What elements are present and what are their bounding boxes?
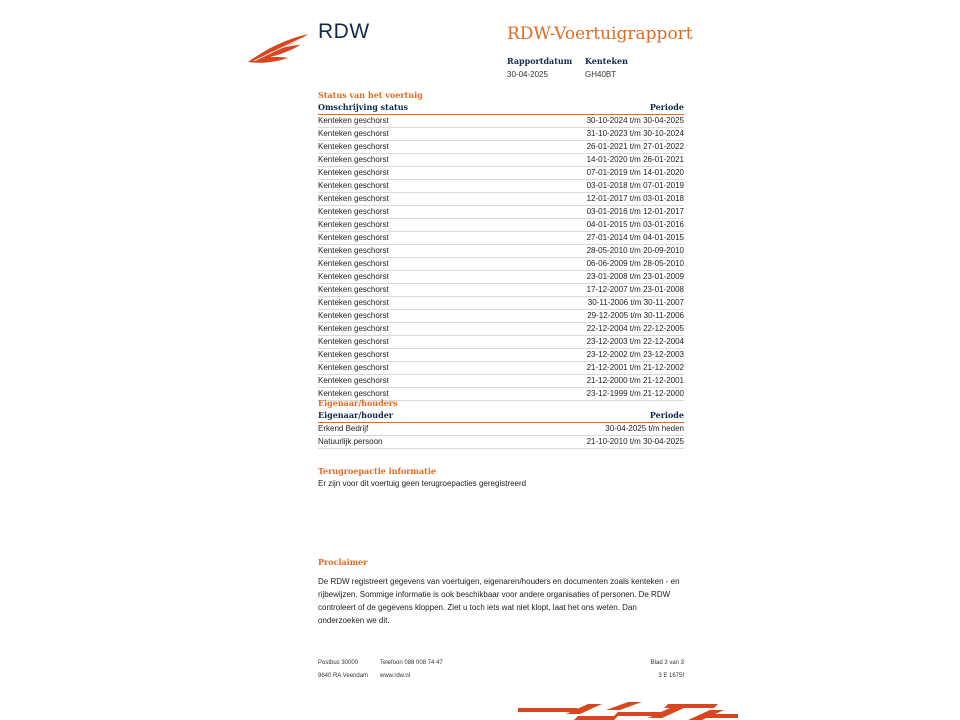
status-table-row [318,271,684,284]
status-table-row [318,193,684,206]
plate-label: Kenteken [585,56,628,66]
status-table-header [318,101,684,115]
footer-postbus: Postbus 30000 [318,660,359,666]
recall-section-title: Terugroepactie informatie [318,466,436,476]
footer-website: www.rdw.nl [380,673,411,679]
footer-phone: Telefoon 088 008 74 47 [380,660,443,666]
status-description: Kenteken geschorst [318,246,389,255]
report-date-value: 30-04-2025 [507,70,548,79]
status-table-row [318,115,684,128]
owner-section-title: Eigenaar/houders [318,398,398,408]
status-table-row [318,219,684,232]
status-table-row [318,349,684,362]
status-table-row [318,284,684,297]
status-period: 23-01-2008 t/m 23-01-2009 [586,272,684,281]
decorative-stripes-icon [518,702,738,720]
owner-period: 30-04-2025 t/m heden [605,424,684,433]
owner-table-header [318,409,684,423]
owner-type: Erkend Bedrijf [318,424,369,433]
disclaimer-text: De RDW registreert gegevens van voertuigen, eigenaren/houders en documenten zoals kenteken - en rijbewijzen. Sommige informatie is ook beschikbaar voor andere organisaties of personen. De RDW controleert of de gegevens kloppen. Ziet u toch iets wat niet klopt, laat het ons weten. Dan onderzoeken we dit. [318,577,680,625]
status-description: Kenteken geschorst [318,350,389,359]
rdw-logo-icon [248,32,310,66]
status-col-period: Periode [649,102,684,112]
status-table [318,101,684,401]
status-description: Kenteken geschorst [318,376,389,385]
owner-table-body [318,423,684,449]
status-period: 06-06-2009 t/m 28-05-2010 [586,259,684,268]
status-period: 26-01-2021 t/m 27-01-2022 [586,142,684,151]
status-description: Kenteken geschorst [318,272,389,281]
status-description: Kenteken geschorst [318,233,389,242]
status-description: Kenteken geschorst [318,389,389,398]
owner-table-row [318,423,684,436]
status-table-row [318,362,684,375]
report-title: RDW-Voertuigrapport [507,24,693,44]
status-period: 30-10-2024 t/m 30-04-2025 [586,116,684,125]
status-description: Kenteken geschorst [318,298,389,307]
footer-code: 3 E 1675f [658,673,684,679]
status-description: Kenteken geschorst [318,129,389,138]
status-table-body [318,115,684,401]
status-period: 23-12-2003 t/m 22-12-2004 [586,337,684,346]
status-table-row [318,375,684,388]
status-period: 04-01-2015 t/m 03-01-2016 [586,220,684,229]
status-table-row [318,128,684,141]
status-period: 21-12-2001 t/m 21-12-2002 [586,363,684,372]
status-period: 17-12-2007 t/m 23-01-2008 [586,285,684,294]
status-period: 03-01-2016 t/m 12-01-2017 [586,207,684,216]
status-section-title: Status van het voertuig [318,90,423,100]
recall-info-text: Er zijn voor dit voertuig geen terugroepacties geregistreerd [318,479,527,488]
owner-col-owner: Eigenaar/houder [318,410,394,420]
status-table-row [318,310,684,323]
status-table-row [318,232,684,245]
footer-page: Blad 3 van 3 [650,660,684,666]
status-description: Kenteken geschorst [318,363,389,372]
status-description: Kenteken geschorst [318,207,389,216]
status-table-row [318,167,684,180]
status-table-row [318,154,684,167]
disclaimer-section-title: Proclaimer [318,557,368,567]
status-table-row [318,336,684,349]
status-description: Kenteken geschorst [318,194,389,203]
status-table-row [318,323,684,336]
status-period: 12-01-2017 t/m 03-01-2018 [586,194,684,203]
footer-address: 9640 RA Veendam [318,673,369,679]
status-description: Kenteken geschorst [318,259,389,268]
status-table-row [318,245,684,258]
owner-table-row [318,436,684,449]
owner-type: Natuurlijk persoon [318,437,383,446]
owner-table [318,409,684,449]
status-table-row [318,258,684,271]
status-description: Kenteken geschorst [318,142,389,151]
status-period: 21-12-2000 t/m 21-12-2001 [586,376,684,385]
status-description: Kenteken geschorst [318,116,389,125]
report-date-block [507,56,572,79]
status-period: 22-12-2004 t/m 22-12-2005 [586,324,684,333]
plate-value: GH40BT [585,70,617,79]
status-period: 23-12-2002 t/m 23-12-2003 [586,350,684,359]
status-period: 23-12-1999 t/m 21-12-2000 [586,389,684,398]
report-date-label: Rapportdatum [507,56,573,66]
status-table-row [318,141,684,154]
status-description: Kenteken geschorst [318,181,389,190]
status-description: Kenteken geschorst [318,168,389,177]
status-description: Kenteken geschorst [318,220,389,229]
status-period: 07-01-2019 t/m 14-01-2020 [586,168,684,177]
status-description: Kenteken geschorst [318,337,389,346]
status-table-row [318,206,684,219]
status-period: 31-10-2023 t/m 30-10-2024 [586,129,684,138]
status-table-row [318,180,684,193]
status-period: 14-01-2020 t/m 26-01-2021 [586,155,684,164]
plate-block [585,56,628,79]
owner-col-period: Periode [649,410,684,420]
status-period: 03-01-2018 t/m 07-01-2019 [586,181,684,190]
status-description: Kenteken geschorst [318,155,389,164]
status-description: Kenteken geschorst [318,311,389,320]
logo-text: RDW [318,20,370,43]
owner-period: 21-10-2010 t/m 30-04-2025 [586,437,684,446]
status-period: 28-05-2010 t/m 20-09-2010 [586,246,684,255]
status-period: 27-01-2014 t/m 04-01-2015 [586,233,684,242]
status-period: 30-11-2006 t/m 30-11-2007 [587,298,684,307]
status-col-description: Omschrijving status [318,102,409,112]
status-table-row [318,297,684,310]
status-description: Kenteken geschorst [318,324,389,333]
status-period: 29-12-2005 t/m 30-11-2006 [587,311,684,320]
status-description: Kenteken geschorst [318,285,389,294]
